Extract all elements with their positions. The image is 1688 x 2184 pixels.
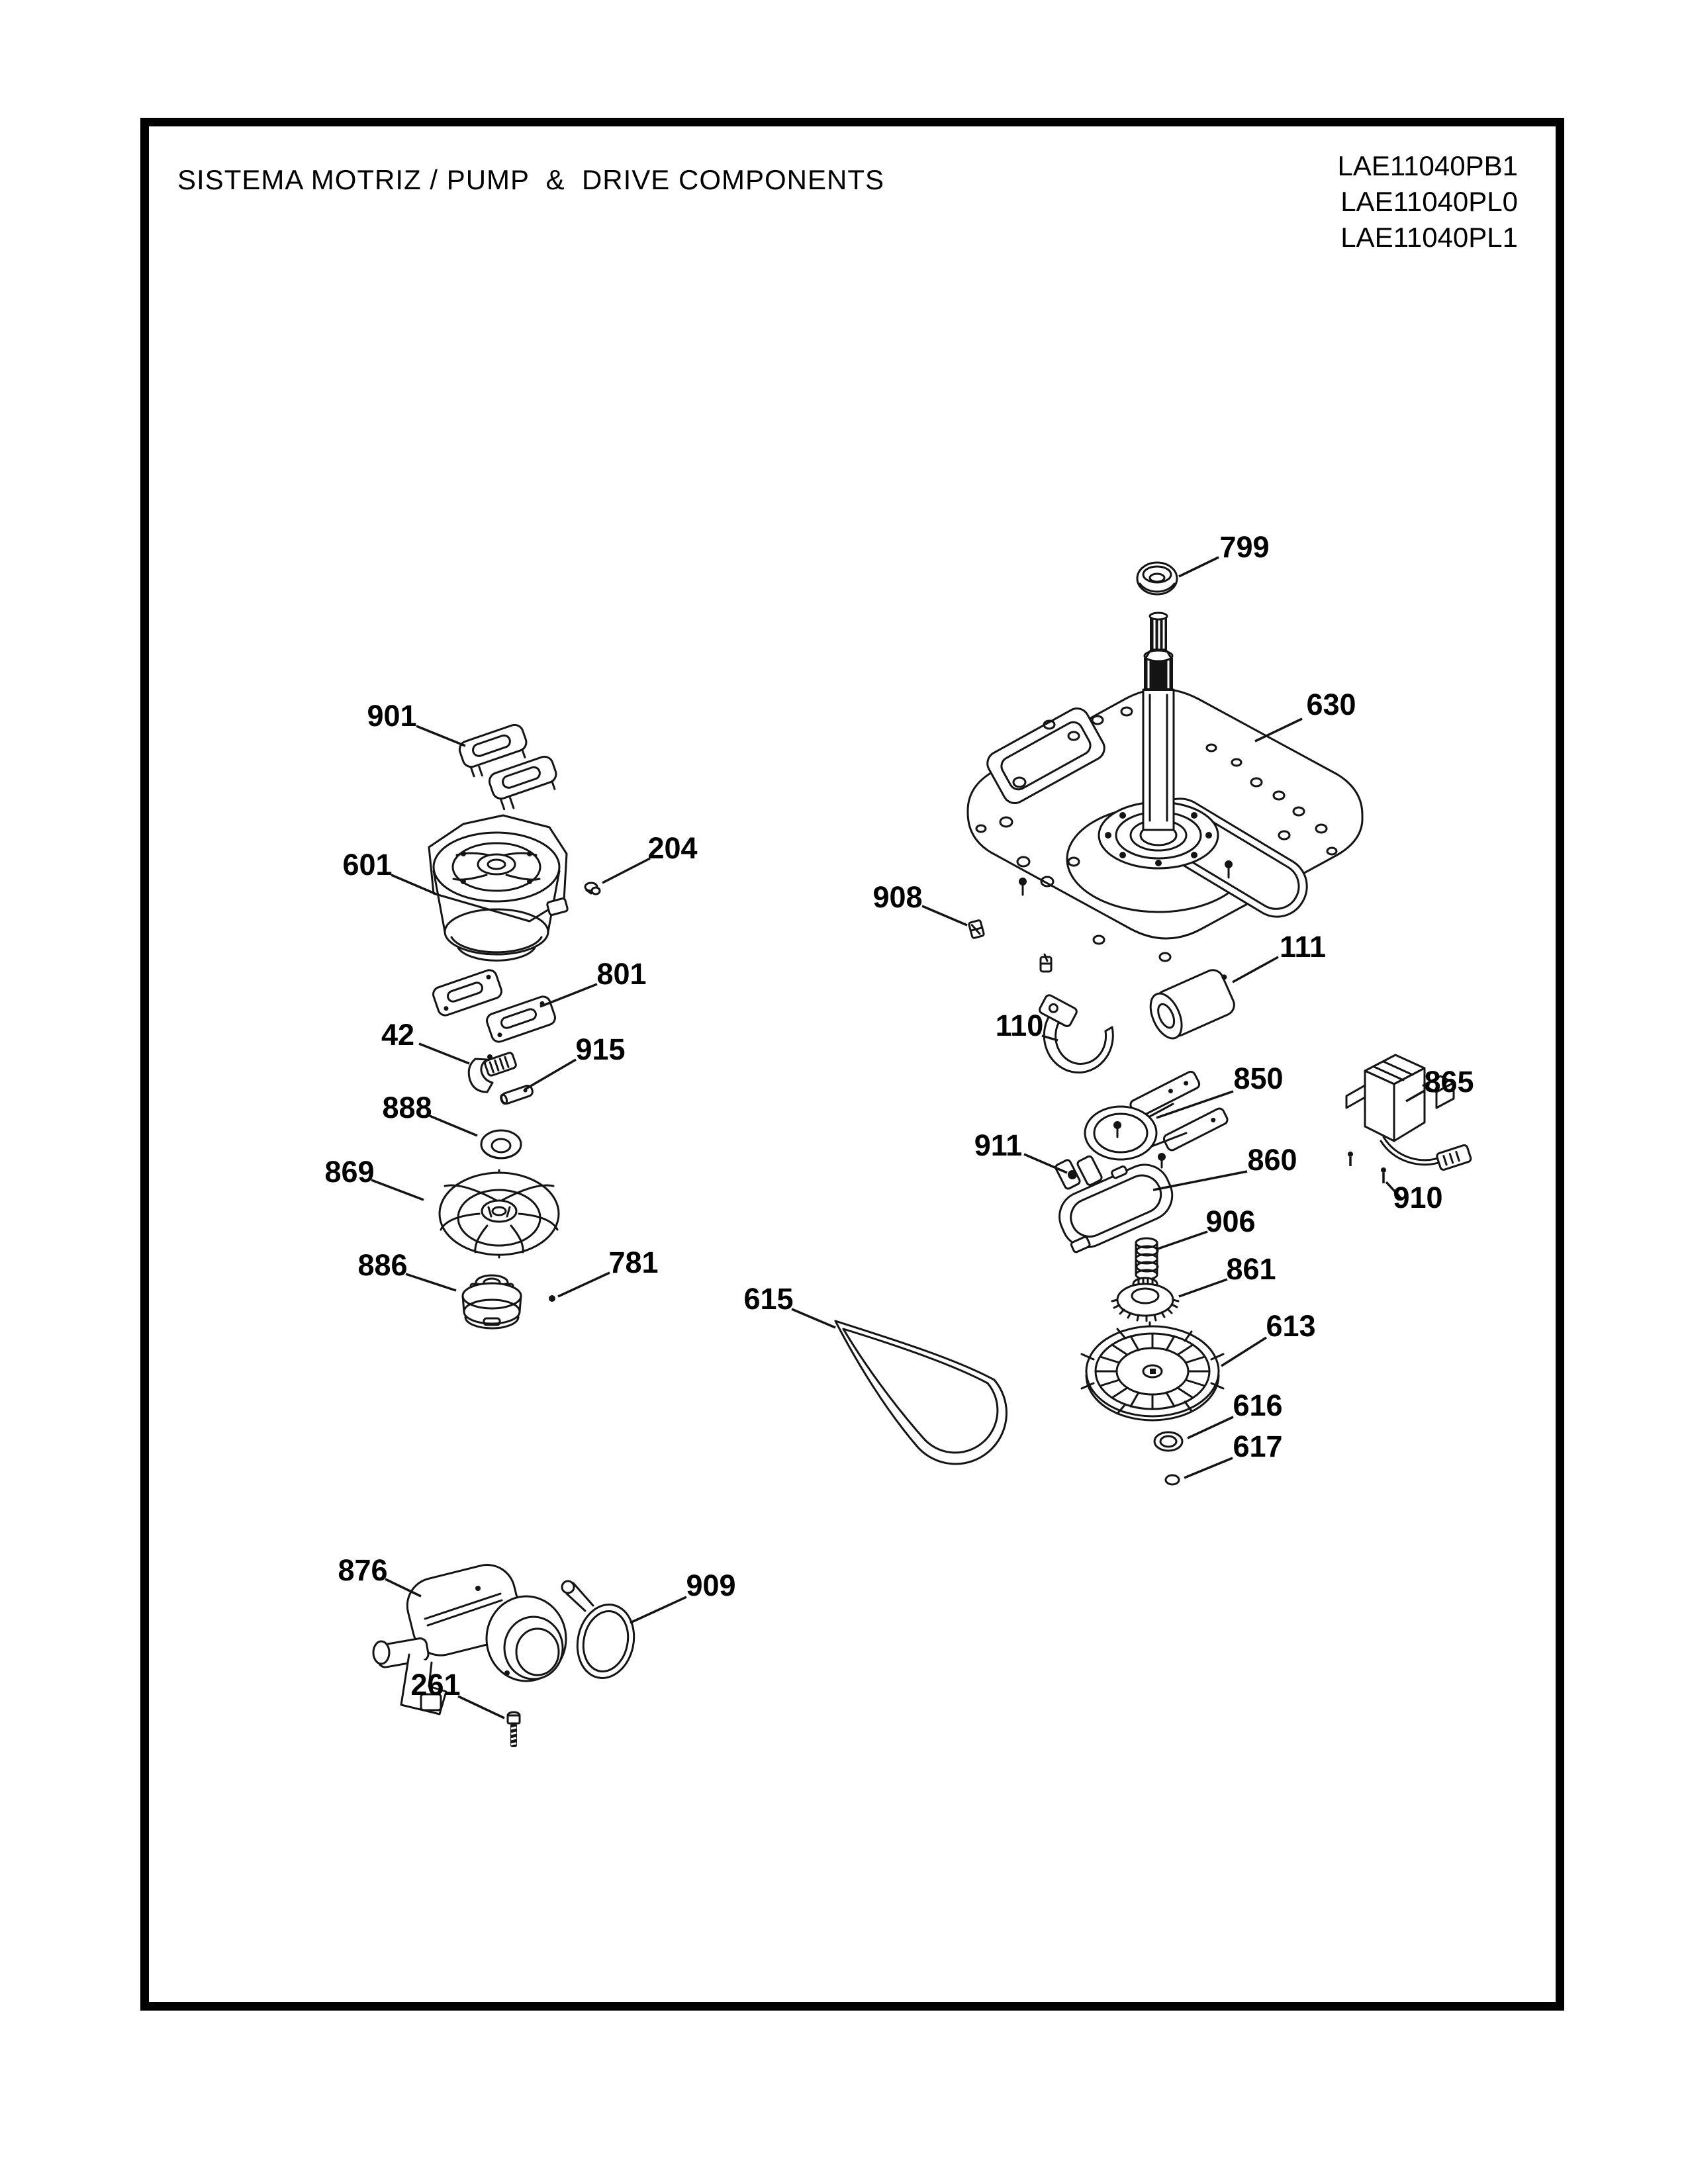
part-leader-601 [391,875,436,894]
model-number: LAE11040PB1 [1337,150,1518,181]
part-label-111: 111 [1279,930,1327,964]
part-label-615: 615 [743,1282,794,1316]
part-leader-615 [792,1309,835,1328]
part-leader-630 [1255,719,1302,741]
part-leader-909 [630,1597,686,1623]
part-110-drawing [1038,994,1113,1073]
clip-icon [1041,954,1051,972]
part-label-601: 601 [342,848,393,882]
part-906-drawing [1136,1238,1158,1279]
part-leader-799 [1179,557,1219,576]
part-615-drawing [835,1321,1006,1464]
part-label-906: 906 [1205,1205,1256,1238]
part-861-drawing [1112,1278,1178,1321]
drive-shaft [1143,613,1174,830]
part-111-drawing [1145,965,1241,1043]
part-label-616: 616 [1233,1388,1283,1422]
part-leader-869 [371,1180,424,1200]
part-617-drawing [1166,1475,1179,1484]
part-label-901: 901 [367,699,417,733]
part-888-drawing [481,1130,521,1158]
part-616-drawing [1154,1432,1182,1451]
part-label-865: 865 [1424,1065,1474,1099]
part-label-908: 908 [872,880,923,914]
part-42-drawing [469,1052,517,1092]
part-876-drawing [373,1559,566,1714]
part-label-909: 909 [686,1569,736,1602]
part-leader-613 [1221,1338,1266,1366]
part-labels [324,530,1474,1718]
part-leader-901 [416,726,465,746]
part-909-drawing [562,1581,641,1684]
part-908-drawing [968,920,1051,972]
part-leader-908 [922,906,967,925]
part-910-drawing [1381,1167,1386,1183]
part-leader-886 [406,1274,456,1291]
model-number: LAE11040PL0 [1340,186,1518,217]
part-leader-915 [525,1060,576,1089]
part-leader-801 [540,984,597,1007]
part-label-860: 860 [1247,1143,1297,1177]
part-781-drawing [549,1295,555,1302]
part-901-drawing [457,723,563,813]
part-label-915: 915 [575,1032,626,1066]
part-leader-42 [419,1044,469,1064]
part-label-617: 617 [1233,1430,1283,1463]
part-label-876: 876 [338,1553,388,1587]
part-leader-781 [558,1273,610,1297]
part-leader-888 [430,1116,477,1136]
part-911-drawing [1068,1170,1077,1179]
part-leader-261 [458,1696,504,1718]
part-801-drawing [432,968,557,1044]
page-title: SISTEMA MOTRIZ / PUMP & DRIVE COMPONENTS [177,164,885,195]
part-630-drawing [968,613,1362,961]
part-label-850: 850 [1233,1062,1284,1095]
part-label-886: 886 [357,1248,408,1282]
part-label-261: 261 [410,1668,461,1702]
part-label-781: 781 [608,1246,659,1279]
part-label-911: 911 [974,1128,1023,1162]
part-869-drawing [440,1170,559,1257]
part-label-888: 888 [382,1091,432,1124]
part-label-204: 204 [647,831,698,865]
part-204-drawing [585,883,600,894]
part-label-42: 42 [381,1018,415,1052]
part-613-drawing [1082,1322,1223,1420]
part-601-drawing [429,815,568,960]
part-886-drawing [463,1275,521,1328]
part-label-799: 799 [1219,530,1270,564]
part-label-630: 630 [1306,688,1356,721]
part-label-110: 110 [995,1009,1044,1042]
part-leader-861 [1179,1279,1227,1297]
part-261-drawing [508,1712,520,1747]
part-label-910: 910 [1393,1181,1443,1214]
part-label-869: 869 [324,1155,375,1189]
part-leader-616 [1188,1417,1233,1438]
part-label-613: 613 [1266,1309,1316,1343]
part-label-801: 801 [596,957,647,991]
model-number: LAE11040PL1 [1340,222,1518,253]
part-label-861: 861 [1226,1252,1276,1286]
part-leader-906 [1156,1232,1207,1250]
part-leader-617 [1184,1458,1233,1478]
part-799-drawing [1137,563,1177,594]
part-leader-111 [1233,957,1278,982]
part-leader-204 [602,858,650,883]
